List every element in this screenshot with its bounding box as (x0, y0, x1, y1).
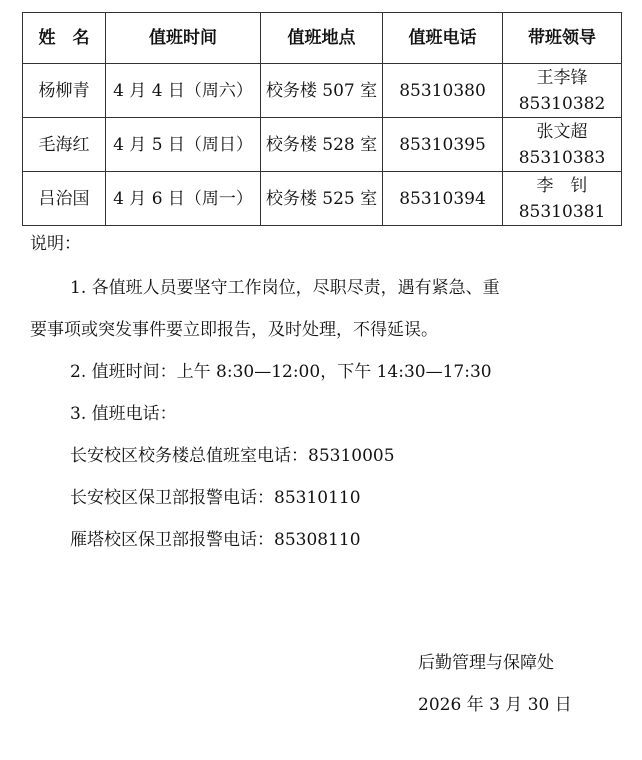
leader-name: 张文超 (536, 121, 588, 142)
header-name: 姓 名 (23, 13, 106, 64)
cell-time: 4 月 6 日（周一） (106, 172, 261, 226)
leader-phone: 85310382 (518, 93, 606, 114)
table-row (23, 172, 622, 226)
cell-name: 吕治国 (23, 172, 106, 226)
cell-phone: 85310394 (383, 172, 503, 226)
phone-line-1: 长安校区校务楼总值班室电话：85310005 (70, 446, 395, 466)
leader-name: 李 钊 (536, 175, 588, 196)
cell-phone: 85310395 (383, 118, 503, 172)
signature-date: 2026 年 3 月 30 日 (418, 695, 572, 715)
cell-place: 校务楼 528 室 (261, 118, 383, 172)
cell-place: 校务楼 525 室 (261, 172, 383, 226)
cell-time: 4 月 4 日（周六） (106, 64, 261, 118)
header-phone: 值班电话 (383, 13, 503, 64)
note-item-2: 2. 值班时间：上午 8:30—12:00，下午 14:30—17:30 (70, 362, 492, 382)
phone-line-3: 雁塔校区保卫部报警电话：85308110 (70, 530, 361, 550)
cell-place: 校务楼 507 室 (261, 64, 383, 118)
cell-leader (503, 118, 622, 172)
cell-leader (503, 64, 622, 118)
leader-phone: 85310383 (518, 147, 606, 168)
notes-heading: 说明： (30, 234, 81, 254)
table-row (23, 64, 622, 118)
table-header-row (23, 13, 622, 64)
cell-time: 4 月 5 日（周日） (106, 118, 261, 172)
signature-org: 后勤管理与保障处 (418, 653, 554, 673)
leader-name: 王李锋 (536, 67, 588, 88)
note-item-3: 3. 值班电话： (70, 404, 177, 424)
phone-line-2: 长安校区保卫部报警电话：85310110 (70, 488, 361, 508)
cell-leader (503, 172, 622, 226)
header-place: 值班地点 (261, 13, 383, 64)
leader-phone: 85310381 (518, 201, 606, 222)
duty-schedule-table (22, 12, 622, 226)
note-item-1-line-2: 要事项或突发事件要立即报告，及时处理，不得延误。 (30, 320, 438, 340)
cell-name: 杨柳青 (23, 64, 106, 118)
header-time: 值班时间 (106, 13, 261, 64)
header-leader: 带班领导 (503, 13, 622, 64)
cell-name: 毛海红 (23, 118, 106, 172)
note-item-1-line-1: 1. 各值班人员要坚守工作岗位，尽职尽责，遇有紧急、重 (70, 278, 500, 298)
cell-phone: 85310380 (383, 64, 503, 118)
table-row (23, 118, 622, 172)
